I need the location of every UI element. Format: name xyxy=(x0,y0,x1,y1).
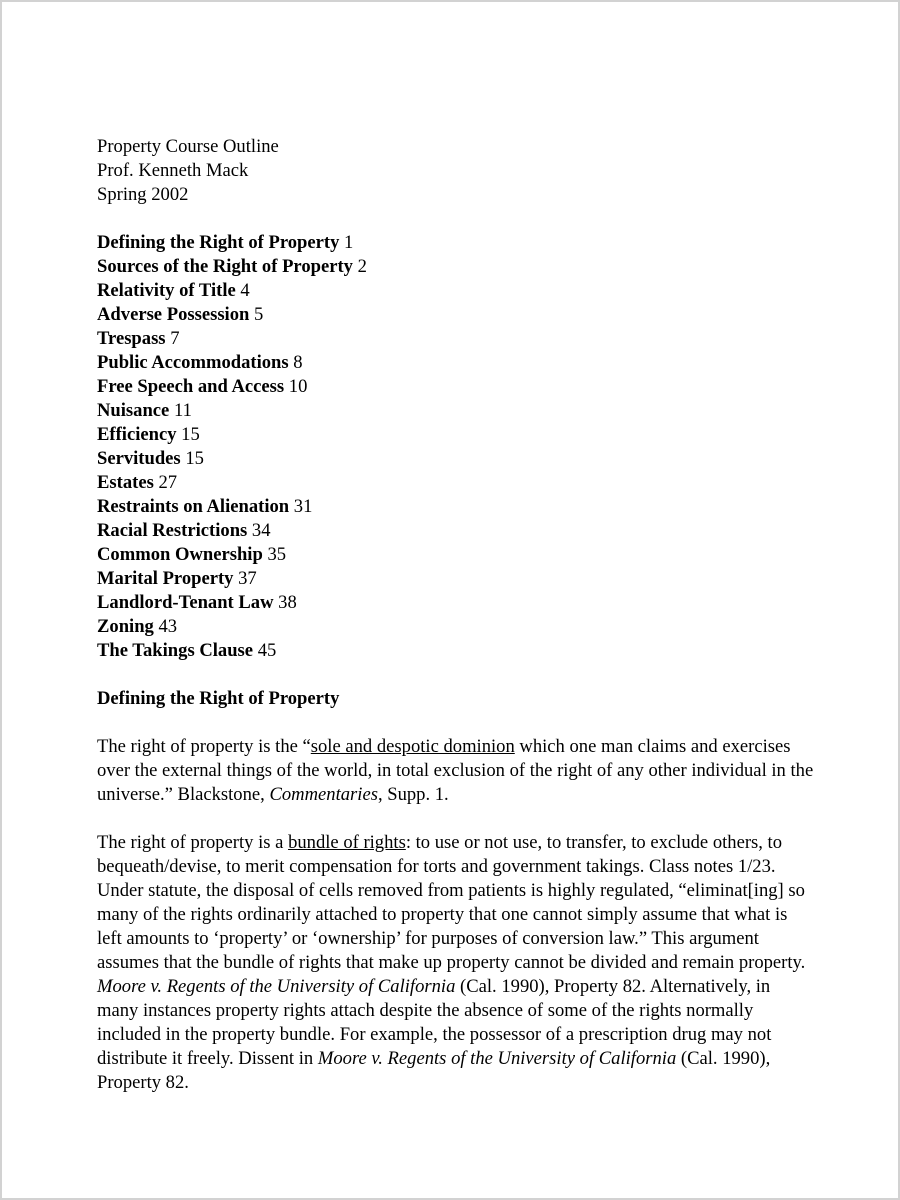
header-line: Property Course Outline xyxy=(97,136,279,157)
text-segment: Moore v. Regents of the University of California xyxy=(97,976,456,997)
toc-entry-page: 35 xyxy=(262,544,287,565)
toc-entry-title: Racial Restrictions xyxy=(97,520,248,541)
toc-entry-title: Nuisance xyxy=(97,400,170,421)
toc-entry-page: 37 xyxy=(233,568,257,589)
toc-entry xyxy=(97,543,816,567)
toc-entry xyxy=(97,639,816,663)
toc-entry-title: Free Speech and Access xyxy=(97,376,285,397)
toc-entry-page: 34 xyxy=(247,520,271,541)
toc-entry-title: Restraints on Alienation xyxy=(97,496,290,517)
text-segment: : to use or not use, to transfer, to exclude others, to bequeath/devise, to merit compensation for torts and government takings. Class notes 1/23. Under statute, the disposal of cells removed from patients is highly regulated, “eliminat[ing] so many of the rights ordinarily attached to property that one cannot simply assume that what is left amounts to ‘property’ or ‘ownership’ for purposes of conversion law.” This argument assumes that the bundle of rights that make up property cannot be divided and remain property. xyxy=(97,832,806,973)
text-segment: Moore v. Regents of the University of California xyxy=(317,1048,677,1069)
toc-entry-page: 27 xyxy=(153,472,178,493)
document-header xyxy=(97,135,816,207)
toc-entry-title: Defining the Right of Property xyxy=(97,232,340,253)
toc-entry-title: Common Ownership xyxy=(97,544,263,565)
body-paragraph xyxy=(97,831,816,1095)
toc-entry xyxy=(97,591,816,615)
toc-entry-page: 5 xyxy=(249,304,264,325)
document-content xyxy=(2,2,898,1095)
toc-entry-page: 38 xyxy=(273,592,297,613)
toc-entry xyxy=(97,303,816,327)
text-segment: (Cal. 1990), Property 82. xyxy=(97,1048,771,1093)
toc-entry xyxy=(97,327,816,351)
toc-entry xyxy=(97,375,816,399)
text-segment: The right of property is a xyxy=(97,832,289,853)
toc-entry xyxy=(97,495,816,519)
toc-entry xyxy=(97,519,816,543)
toc-entry-page: 31 xyxy=(289,496,313,517)
toc-entry-page: 7 xyxy=(165,328,180,349)
toc-entry-page: 45 xyxy=(253,640,277,661)
text-segment: which one man claims and exercises over the external things of the world, in total exclusion of the right of any other individual in the universe.” Blackstone, xyxy=(97,736,814,805)
toc-entry-title: Servitudes xyxy=(97,448,181,469)
toc-entry xyxy=(97,351,816,375)
header-line: Prof. Kenneth Mack xyxy=(97,160,249,181)
text-segment: Commentaries xyxy=(269,784,378,805)
toc-entry-page: 2 xyxy=(352,256,367,277)
section-heading: Defining the Right of Property xyxy=(97,688,340,709)
body-paragraphs xyxy=(97,735,816,1095)
toc-entry-page: 10 xyxy=(284,376,308,397)
toc-entry-title: The Takings Clause xyxy=(97,640,254,661)
toc-entry-page: 4 xyxy=(235,280,250,301)
text-segment: The right of property is the “ xyxy=(97,736,311,757)
toc-entry xyxy=(97,423,816,447)
text-segment: bundle of rights xyxy=(288,832,406,853)
toc-entry-title: Public Accommodations xyxy=(97,352,289,373)
toc-entry-title: Adverse Possession xyxy=(97,304,250,325)
header-line: Spring 2002 xyxy=(97,184,189,205)
toc-entry-page: 8 xyxy=(288,352,303,373)
toc-entry-page: 11 xyxy=(169,400,192,421)
toc-entry xyxy=(97,231,816,255)
toc-entry-page: 1 xyxy=(339,232,354,253)
table-of-contents xyxy=(97,231,816,663)
text-segment: , Supp. 1. xyxy=(377,784,449,805)
toc-entry xyxy=(97,279,816,303)
toc-entry-page: 15 xyxy=(180,448,204,469)
toc-entry-title: Marital Property xyxy=(97,568,234,589)
toc-entry xyxy=(97,255,816,279)
toc-entry-title: Relativity of Title xyxy=(97,280,236,301)
toc-entry-title: Landlord-Tenant Law xyxy=(97,592,274,613)
text-segment: (Cal. 1990), Property 82. Alternatively, in many instances property rights attach despite the absence of some of the rights normally included in the property bundle. For example, the possessor of a prescription drug may not distribute it freely. Dissent in xyxy=(97,976,772,1069)
toc-entry-title: Zoning xyxy=(97,616,154,637)
toc-entry-page: 43 xyxy=(153,616,178,637)
toc-entry-title: Trespass xyxy=(97,328,166,349)
toc-entry xyxy=(97,447,816,471)
body-paragraph xyxy=(97,735,816,807)
toc-entry-title: Estates xyxy=(97,472,154,493)
toc-entry-page: 15 xyxy=(176,424,200,445)
toc-entry xyxy=(97,399,816,423)
toc-entry-title: Sources of the Right of Property xyxy=(97,256,353,277)
toc-entry xyxy=(97,471,816,495)
toc-entry-title: Efficiency xyxy=(97,424,177,445)
text-segment: sole and despotic dominion xyxy=(310,736,515,757)
toc-entry xyxy=(97,615,816,639)
toc-entry xyxy=(97,567,816,591)
